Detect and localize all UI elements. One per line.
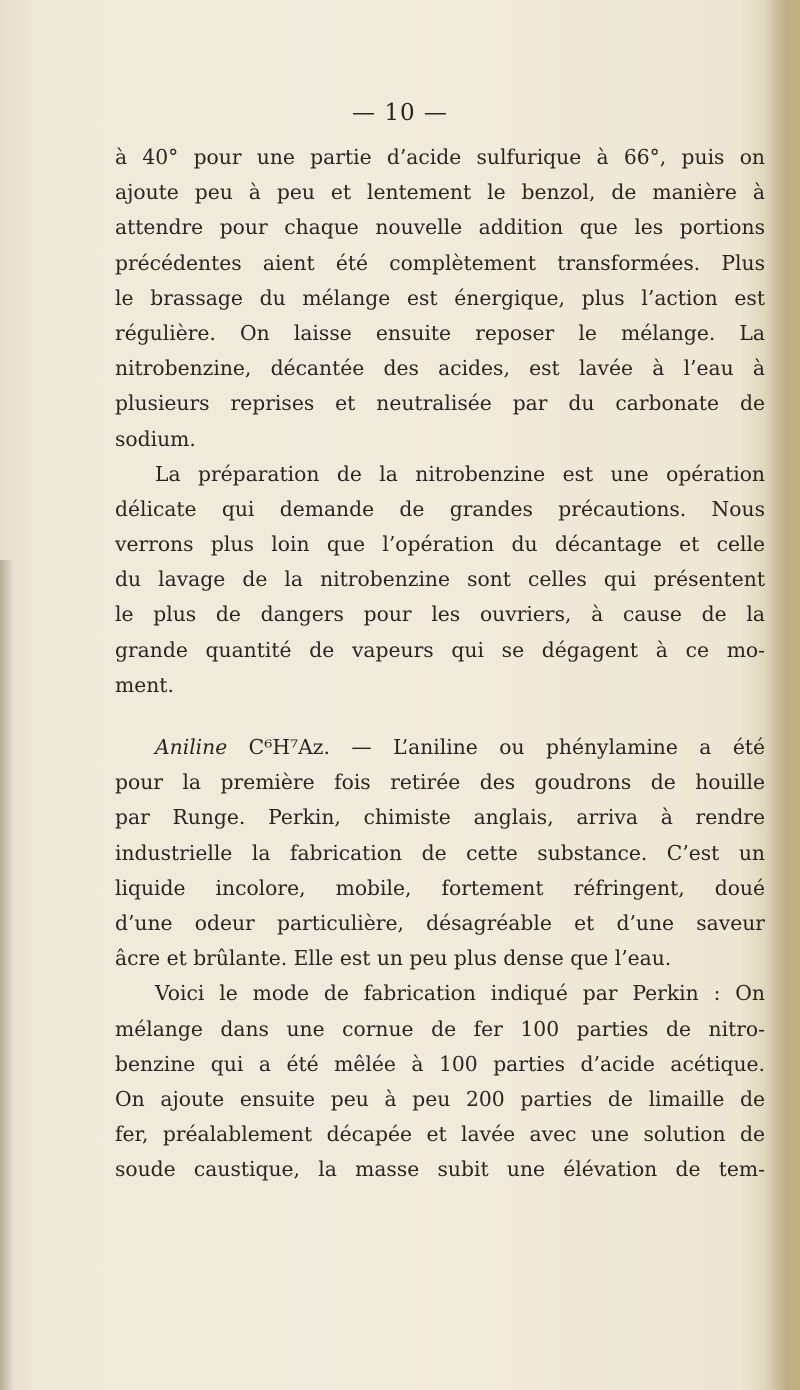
- paragraph-continuation: [115, 140, 765, 457]
- text-line: verrons plus loin que l’opération du décantage et celle: [115, 532, 765, 557]
- text-line: mélange dans une cornue de fer 100 parties de nitro-: [115, 1016, 765, 1041]
- paragraph-perkin-method: [115, 976, 765, 1187]
- text-line: grande quantité de vapeurs qui se dégagent à ce mo-: [115, 637, 765, 662]
- text-line: ment.: [115, 672, 174, 697]
- text-line-rest: — L’aniline ou phénylamine a été: [351, 735, 765, 759]
- text-line: attendre pour chaque nouvelle addition que les portions: [115, 215, 765, 240]
- body-text: [115, 140, 765, 1187]
- text-line: [115, 730, 765, 765]
- page-edge-shadow: [766, 0, 800, 1390]
- text-line: benzine qui a été mêlée à 100 parties d’acide acétique.: [115, 1051, 765, 1076]
- text-line: plusieurs reprises et neutralisée par du carbonate de: [115, 391, 765, 416]
- text-line: nitrobenzine, décantée des acides, est lavée à l’eau à: [115, 356, 765, 381]
- section-term: Aniline: [155, 735, 228, 759]
- paragraph-nitrobenzine: [115, 457, 765, 703]
- text-line: liquide incolore, mobile, fortement réfringent, doué: [115, 875, 765, 900]
- text-line: sodium.: [115, 426, 196, 451]
- text-line: pour la première fois retirée des goudrons de houille: [115, 770, 765, 795]
- text-line: On ajoute ensuite peu à peu 200 parties de limaille de: [115, 1086, 765, 1111]
- text-line: Voici le mode de fabrication indiqué par Perkin : On: [155, 981, 765, 1006]
- text-line: du lavage de la nitrobenzine sont celles qui présentent: [115, 567, 765, 592]
- text-line: fer, préalablement décapée et lavée avec une solution de: [115, 1122, 765, 1147]
- text-line: le plus de dangers pour les ouvriers, à cause de la: [115, 602, 765, 627]
- section-gap: [115, 703, 765, 730]
- text-line: régulière. On laisse ensuite reposer le mélange. La: [115, 320, 765, 345]
- text-line: précédentes aient été complètement transformées. Plus: [115, 250, 765, 275]
- text-line: par Runge. Perkin, chimiste anglais, arriva à rendre: [115, 805, 765, 830]
- text-line: La préparation de la nitrobenzine est une opération: [155, 461, 765, 486]
- text-line: soude caustique, la masse subit une élévation de tem-: [115, 1157, 765, 1182]
- text-line: à 40° pour une partie d’acide sulfurique à 66°, puis on: [115, 145, 765, 169]
- text-line: ajoute peu à peu et lentement le benzol, de manière à: [115, 180, 765, 205]
- page-gutter-shadow: [0, 560, 14, 1390]
- paragraph-aniline: [115, 730, 765, 976]
- chemical-formula: C⁶H⁷Az.: [248, 735, 330, 759]
- page-number: — 10 —: [352, 100, 448, 126]
- text-line: industrielle la fabrication de cette substance. C’est un: [115, 840, 765, 865]
- text-line: âcre et brûlante. Elle est un peu plus dense que l’eau.: [115, 946, 672, 971]
- text-line: le brassage du mélange est énergique, plus l’action est: [115, 285, 765, 310]
- text-line: délicate qui demande de grandes précautions. Nous: [115, 496, 765, 521]
- text-line: d’une odeur particulière, désagréable et d’une saveur: [115, 910, 765, 935]
